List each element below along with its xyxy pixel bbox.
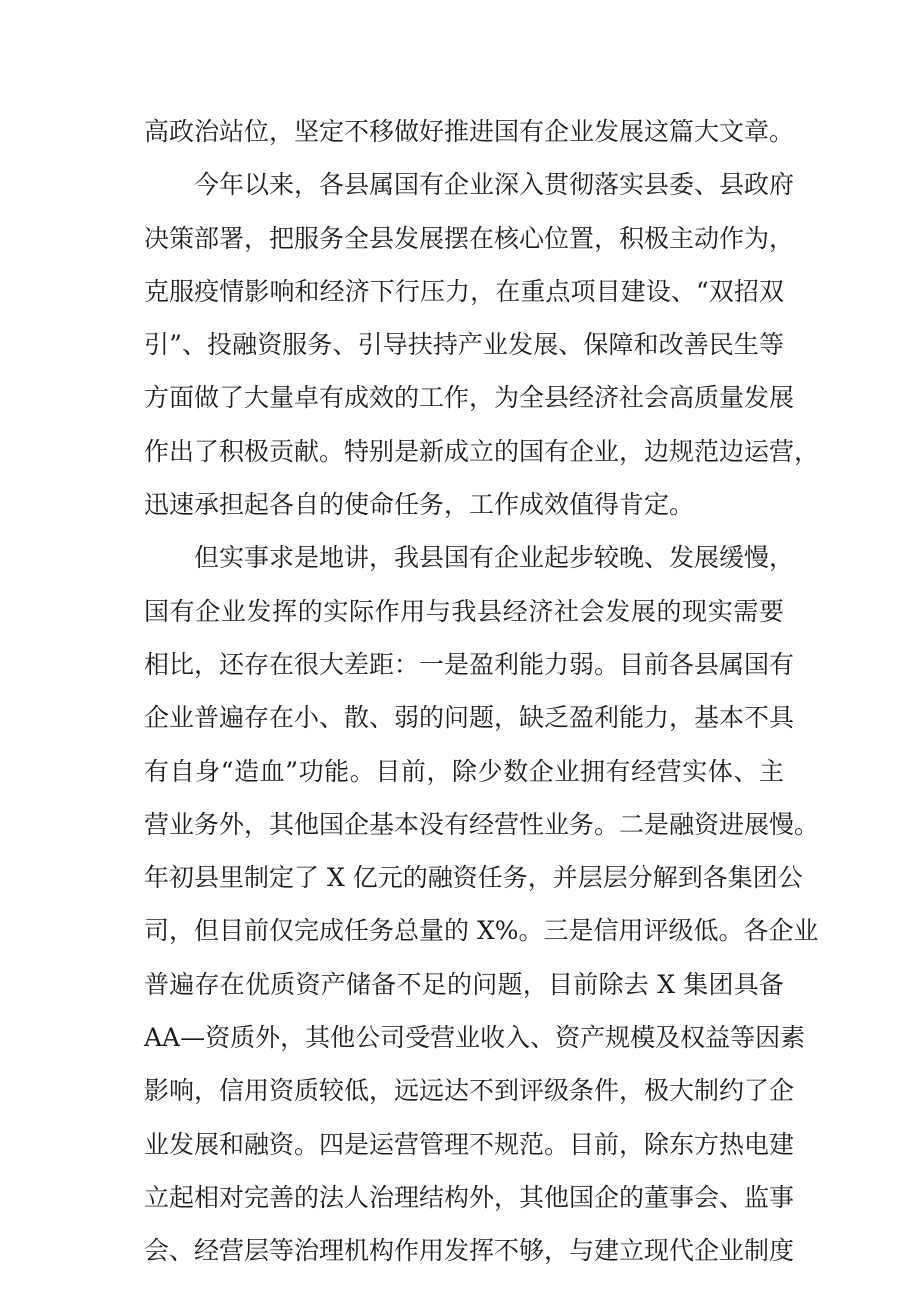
paragraph-start-line: 今年以来，各县属国有企业深入贯彻落实县委、县政府 [194, 170, 795, 200]
text-line: 引”、投融资服务、引导扶持产业发展、保障和改善民生等 [144, 330, 784, 360]
text-line: 业发展和融资。四是运营管理不规范。目前，除东方热电建 [144, 1129, 795, 1159]
text-line: 决策部署，把服务全县发展摆在核心位置，积极主动作为， [144, 223, 795, 253]
text-line: 迅速承担起各自的使命任务，工作成效值得肯定。 [144, 490, 695, 520]
text-line: 有自身“造血”功能。目前，除少数企业拥有经营实体、主 [144, 756, 784, 786]
document-body [144, 105, 820, 1278]
text-line: 克服疫情影响和经济下行压力，在重点项目建设、“双招双 [144, 276, 784, 306]
text-line: 企业普遍存在小、散、弱的问题，缺乏盈利能力，基本不具 [144, 703, 795, 733]
text-line: 立起相对完善的法人治理结构外，其他国企的董事会、监事 [144, 1182, 795, 1212]
text-line: 相比，还存在很大差距：一是盈利能力弱。目前各县属国有 [144, 649, 795, 679]
text-line: 普遍存在优质资产储备不足的问题，目前除去 X 集团具备 [144, 969, 784, 999]
text-line: 国有企业发挥的实际作用与我县经济社会发展的现实需要 [144, 596, 784, 626]
text-line: 会、经营层等治理机构作用发挥不够，与建立现代企业制度 [144, 1236, 795, 1266]
paragraph-start-line: 但实事求是地讲，我县国有企业起步较晚、发展缓慢， [194, 543, 795, 573]
text-line: 作出了积极贡献。特别是新成立的国有企业，边规范边运营， [144, 436, 820, 466]
text-line: AA—资质外，其他公司受营业收入、资产规模及权益等因素 [144, 1023, 806, 1053]
text-line: 年初县里制定了 X 亿元的融资任务，并层层分解到各集团公 [144, 863, 803, 893]
text-line: 营业务外，其他国企基本没有经营性业务。二是融资进展慢。 [144, 809, 820, 839]
text-line: 影响，信用资质较低，远远达不到评级条件，极大制约了企 [144, 1076, 795, 1106]
text-line: 司，但目前仅完成任务总量的 X%。三是信用评级低。各企业 [144, 916, 819, 946]
text-line: 高政治站位，坚定不移做好推进国有企业发展这篇大文章。 [144, 117, 795, 146]
text-line: 方面做了大量卓有成效的工作，为全县经济社会高质量发展 [144, 383, 795, 413]
